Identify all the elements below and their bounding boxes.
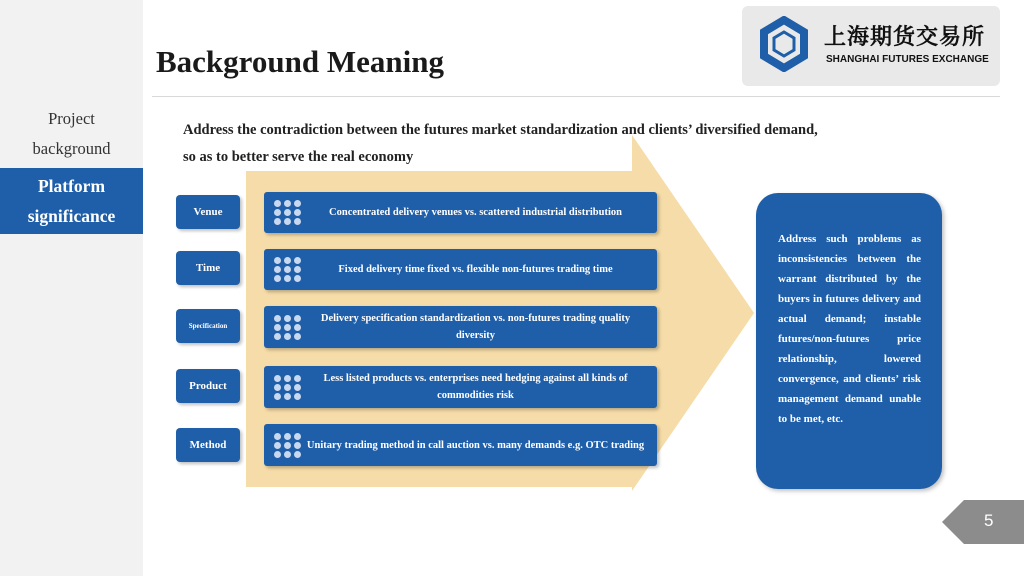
contradiction-item-venue bbox=[264, 192, 657, 233]
contradiction-item-product bbox=[264, 366, 657, 408]
page-badge-shape bbox=[942, 500, 1024, 544]
contradiction-text: Delivery specification standardization vs. non-futures trading quality diversity bbox=[320, 313, 631, 341]
contradiction-text: Fixed delivery time fixed vs. flexible non-futures trading time bbox=[338, 264, 613, 275]
row-label-specification: Specification bbox=[176, 309, 240, 343]
contradiction-item-time bbox=[264, 249, 657, 290]
sidebar-item-label: Platform bbox=[37, 176, 106, 196]
sidebar bbox=[0, 0, 143, 576]
intro-line: Address the contradiction between the futures market standardization and clients’ diversified demand, bbox=[183, 122, 818, 138]
exchange-logo bbox=[742, 6, 1000, 86]
page-number-badge bbox=[942, 500, 1024, 544]
contradiction-item-method bbox=[264, 424, 657, 466]
row-label-venue: Venue bbox=[176, 195, 240, 229]
sidebar-item-label: background bbox=[32, 139, 111, 158]
title-divider bbox=[152, 96, 1000, 97]
row-label-product: Product bbox=[176, 369, 240, 403]
row-label-method: Method bbox=[176, 428, 240, 462]
contradiction-text: Less listed products vs. enterprises need hedging against all kinds of commodities risk bbox=[323, 373, 628, 401]
dot-grid-icon bbox=[274, 315, 304, 340]
page-title: Background Meaning bbox=[156, 44, 444, 79]
dot-grid-icon bbox=[274, 375, 304, 400]
intro-line: so as to better serve the real economy bbox=[183, 149, 414, 165]
contradiction-text: Unitary trading method in call auction vs. many demands e.g. OTC trading bbox=[306, 439, 645, 451]
result-text: Address such problems as inconsistencies between the warrant distributed by the buyers in futures delivery and actual demand; instable futures/non-futures price relationship, lowered convergence, and clients’ risk management demand unable to be met, etc. bbox=[778, 233, 921, 425]
contradiction-text: Concentrated delivery venues vs. scattered industrial distribution bbox=[329, 207, 622, 218]
page-number: 5 bbox=[984, 511, 994, 530]
dot-grid-icon bbox=[274, 433, 304, 458]
logo-chinese-name: 上海期货交易所 bbox=[824, 24, 986, 50]
contradiction-item-specification bbox=[264, 306, 657, 348]
sidebar-item-project-background[interactable] bbox=[0, 104, 143, 164]
row-label-time: Time bbox=[176, 251, 240, 285]
exchange-logo-icon bbox=[756, 16, 812, 72]
result-panel bbox=[756, 193, 942, 489]
sidebar-item-platform-significance[interactable] bbox=[0, 168, 143, 234]
dot-grid-icon bbox=[274, 257, 304, 282]
logo-english-name: SHANGHAI FUTURES EXCHANGE bbox=[826, 54, 989, 65]
dot-grid-icon bbox=[274, 200, 304, 225]
sidebar-item-label: significance bbox=[27, 206, 116, 226]
sidebar-item-label: Project bbox=[48, 109, 95, 128]
